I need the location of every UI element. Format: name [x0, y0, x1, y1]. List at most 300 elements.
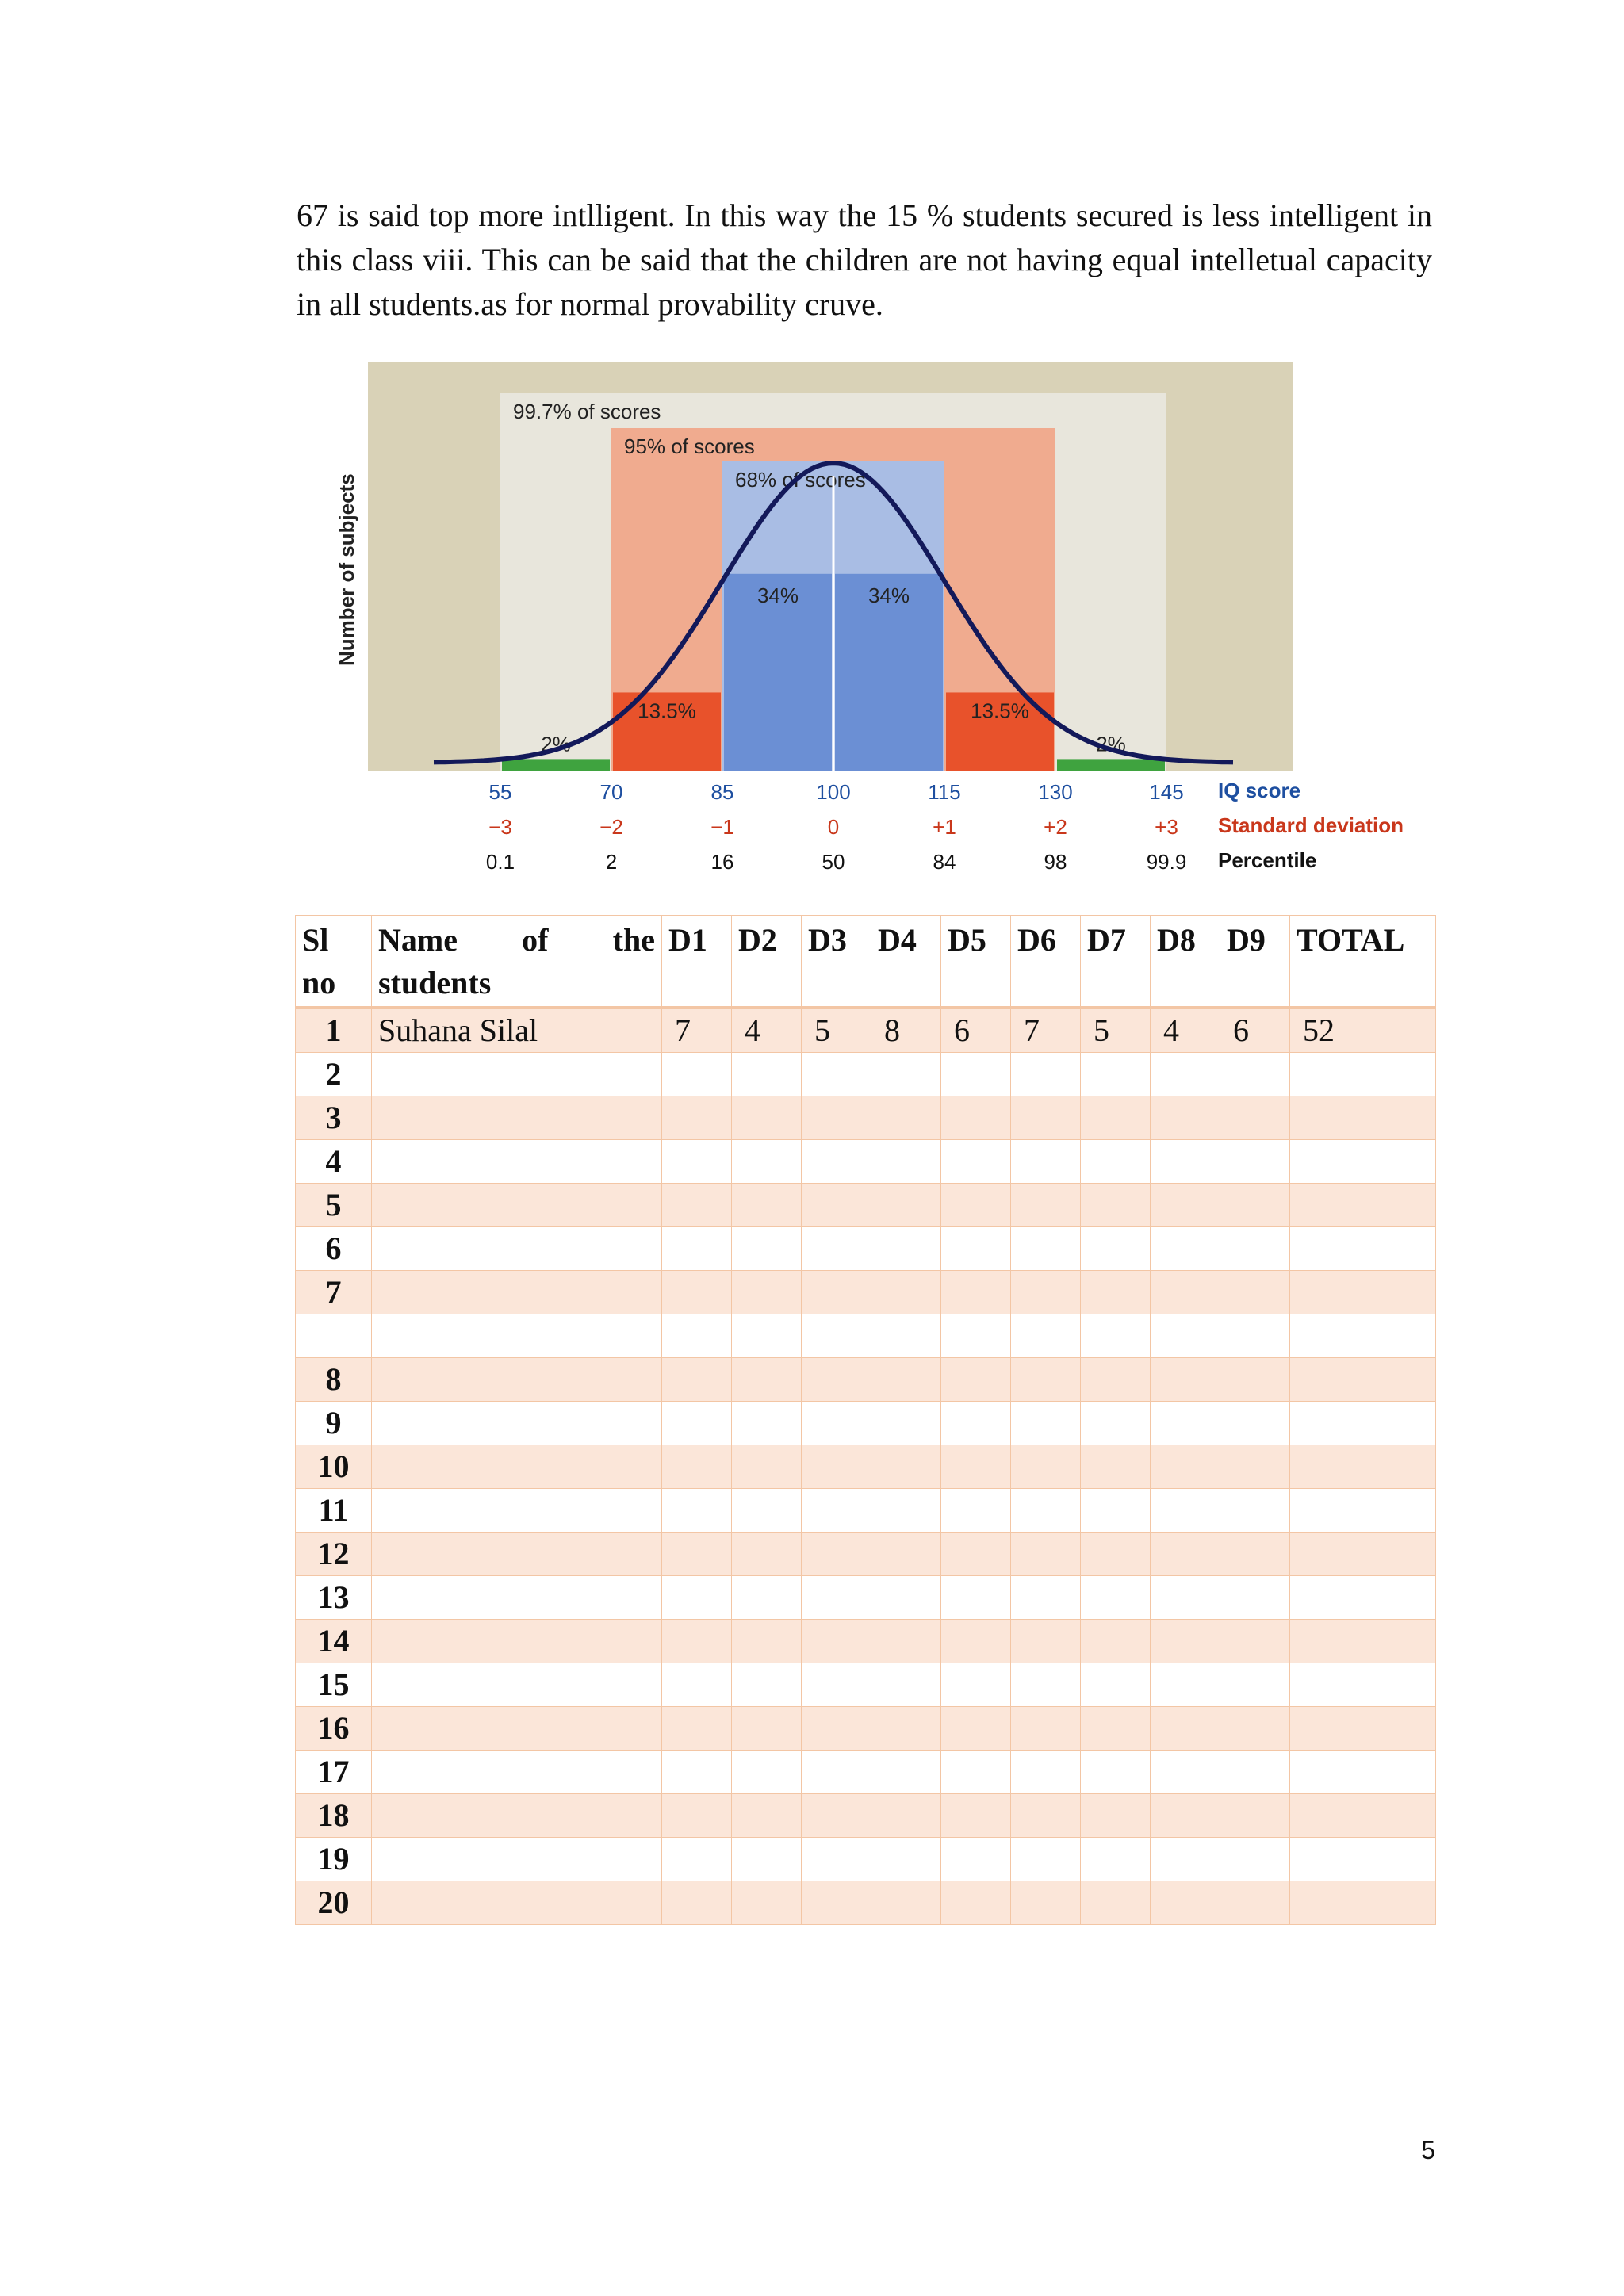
cell-score-d9	[1220, 1445, 1290, 1489]
cell-score-d5	[941, 1838, 1011, 1881]
table-row	[296, 1445, 1436, 1489]
cell-slno: 20	[296, 1881, 372, 1925]
table-row	[296, 1140, 1436, 1184]
cell-score-d4	[871, 1402, 941, 1445]
cell-score-d6	[1011, 1620, 1081, 1663]
cell-total	[1290, 1838, 1436, 1881]
axis-row-name: Percentile	[1218, 848, 1317, 872]
cell-score-d6: 7	[1011, 1008, 1081, 1053]
table-row	[296, 1008, 1436, 1053]
cell-slno: 10	[296, 1445, 372, 1489]
cell-score-d8	[1151, 1707, 1220, 1751]
cell-score-d6	[1011, 1533, 1081, 1576]
table-row	[296, 1533, 1436, 1576]
tick-label: 16	[710, 850, 734, 874]
header-col-d2: D2	[732, 916, 802, 1008]
cell-total	[1290, 1271, 1436, 1314]
cell-score-d4	[871, 1358, 941, 1402]
cell-score-d3	[802, 1533, 871, 1576]
cell-score-d6	[1011, 1489, 1081, 1533]
cell-score-d9	[1220, 1053, 1290, 1096]
tick-label: 100	[816, 780, 851, 804]
cell-score-d9	[1220, 1751, 1290, 1794]
cell-score-d4	[871, 1620, 941, 1663]
cell-score-d5	[941, 1576, 1011, 1620]
tick-label: −3	[488, 815, 512, 839]
cell-score-d6	[1011, 1227, 1081, 1271]
cell-slno: 14	[296, 1620, 372, 1663]
cell-score-d3	[802, 1794, 871, 1838]
normal-curve-figure	[331, 349, 1426, 888]
tick-label: +1	[933, 815, 956, 839]
page-number: 5	[1421, 2136, 1435, 2164]
cell-total: 52	[1290, 1008, 1436, 1053]
cell-score-d5	[941, 1227, 1011, 1271]
tick-label: 0	[827, 815, 840, 839]
axis-row-name: Standard deviation	[1218, 813, 1404, 837]
cell-total	[1290, 1053, 1436, 1096]
cell-score-d3	[802, 1227, 871, 1271]
cell-score-d9	[1220, 1533, 1290, 1576]
cell-score-d3	[802, 1358, 871, 1402]
cell-score-d7	[1081, 1533, 1151, 1576]
body-paragraph: 67 is said top more intlligent. In this way the 15 % students secured is less intelligent in this class viii. This can be said that the children are not having equal intelletual capacity in all students.as for normal provability cruve.	[297, 197, 1432, 322]
table-row	[296, 1227, 1436, 1271]
region-label: 95% of scores	[624, 434, 755, 458]
cell-total	[1290, 1445, 1436, 1489]
cell-score-d6	[1011, 1184, 1081, 1227]
cell-score-d3	[802, 1314, 871, 1358]
table-row	[296, 1402, 1436, 1445]
tick-label: 55	[488, 780, 512, 804]
cell-score-d5	[941, 1140, 1011, 1184]
cell-total	[1290, 1227, 1436, 1271]
tick-label: +3	[1155, 815, 1178, 839]
cell-student-name	[372, 1402, 662, 1445]
header-col-d4: D4	[871, 916, 941, 1008]
cell-score-d4	[871, 1881, 941, 1925]
cell-score-d1	[662, 1794, 732, 1838]
table-row	[296, 1489, 1436, 1533]
cell-score-d6	[1011, 1838, 1081, 1881]
cell-slno: 6	[296, 1227, 372, 1271]
cell-score-d3	[802, 1751, 871, 1794]
cell-score-d1	[662, 1271, 732, 1314]
cell-score-d8	[1151, 1314, 1220, 1358]
cell-score-d7: 5	[1081, 1008, 1151, 1053]
cell-score-d7	[1081, 1751, 1151, 1794]
cell-score-d2	[732, 1489, 802, 1533]
cell-score-d3	[802, 1663, 871, 1707]
cell-score-d3	[802, 1489, 871, 1533]
cell-score-d3	[802, 1881, 871, 1925]
cell-total	[1290, 1576, 1436, 1620]
cell-score-d5: 6	[941, 1008, 1011, 1053]
tick-label: 84	[933, 850, 956, 874]
header-col-d5: D5	[941, 916, 1011, 1008]
cell-score-d1	[662, 1358, 732, 1402]
cell-score-d1	[662, 1314, 732, 1358]
header-name-word: of	[522, 922, 549, 958]
cell-score-d1	[662, 1227, 732, 1271]
cell-score-d3	[802, 1140, 871, 1184]
cell-score-d4	[871, 1838, 941, 1881]
cell-score-d8	[1151, 1794, 1220, 1838]
cell-student-name	[372, 1794, 662, 1838]
cell-score-d4	[871, 1751, 941, 1794]
cell-score-d7	[1081, 1227, 1151, 1271]
cell-score-d2	[732, 1358, 802, 1402]
cell-score-d2: 4	[732, 1008, 802, 1053]
cell-score-d1	[662, 1838, 732, 1881]
cell-student-name	[372, 1489, 662, 1533]
table-row	[296, 1794, 1436, 1838]
cell-total	[1290, 1184, 1436, 1227]
tick-label: 99.9	[1146, 850, 1187, 874]
cell-score-d5	[941, 1271, 1011, 1314]
cell-score-d9	[1220, 1227, 1290, 1271]
bar-label: 2%	[541, 732, 571, 756]
cell-score-d4	[871, 1663, 941, 1707]
cell-score-d7	[1081, 1707, 1151, 1751]
cell-score-d6	[1011, 1358, 1081, 1402]
cell-total	[1290, 1751, 1436, 1794]
tick-label: 98	[1044, 850, 1067, 874]
cell-score-d2	[732, 1314, 802, 1358]
tick-label: 50	[822, 850, 845, 874]
axis-row-name: IQ score	[1218, 779, 1301, 802]
cell-total	[1290, 1663, 1436, 1707]
cell-score-d5	[941, 1794, 1011, 1838]
cell-slno: 11	[296, 1489, 372, 1533]
cell-score-d9	[1220, 1140, 1290, 1184]
cell-slno: 2	[296, 1053, 372, 1096]
cell-score-d5	[941, 1096, 1011, 1140]
header-name-word: the	[612, 922, 655, 958]
cell-score-d8	[1151, 1227, 1220, 1271]
cell-score-d6	[1011, 1881, 1081, 1925]
cell-score-d8	[1151, 1184, 1220, 1227]
header-total: TOTAL	[1290, 916, 1436, 1008]
table-row	[296, 1838, 1436, 1881]
cell-student-name	[372, 1838, 662, 1881]
tick-label: 115	[928, 780, 961, 804]
cell-total	[1290, 1140, 1436, 1184]
cell-student-name	[372, 1184, 662, 1227]
cell-score-d9	[1220, 1707, 1290, 1751]
cell-slno: 4	[296, 1140, 372, 1184]
cell-student-name	[372, 1620, 662, 1663]
tick-label: +2	[1044, 815, 1067, 839]
cell-score-d4	[871, 1314, 941, 1358]
cell-score-d5	[941, 1445, 1011, 1489]
table-row	[296, 1271, 1436, 1314]
cell-student-name	[372, 1751, 662, 1794]
cell-student-name	[372, 1271, 662, 1314]
cell-score-d2	[732, 1271, 802, 1314]
header-name-line1	[378, 919, 655, 962]
cell-student-name	[372, 1445, 662, 1489]
cell-score-d2	[732, 1751, 802, 1794]
cell-score-d4	[871, 1096, 941, 1140]
cell-score-d9: 6	[1220, 1008, 1290, 1053]
tick-label: 70	[599, 780, 623, 804]
cell-score-d2	[732, 1096, 802, 1140]
cell-score-d1	[662, 1140, 732, 1184]
cell-slno: 7	[296, 1271, 372, 1314]
cell-slno: 1	[296, 1008, 372, 1053]
bar-6	[1057, 759, 1165, 771]
cell-slno: 3	[296, 1096, 372, 1140]
cell-score-d1	[662, 1533, 732, 1576]
cell-score-d3	[802, 1620, 871, 1663]
table-row	[296, 1358, 1436, 1402]
cell-total	[1290, 1881, 1436, 1925]
cell-score-d3	[802, 1402, 871, 1445]
cell-score-d1	[662, 1620, 732, 1663]
cell-score-d2	[732, 1663, 802, 1707]
cell-score-d8	[1151, 1576, 1220, 1620]
cell-score-d6	[1011, 1794, 1081, 1838]
cell-score-d7	[1081, 1881, 1151, 1925]
cell-score-d5	[941, 1620, 1011, 1663]
cell-score-d3	[802, 1184, 871, 1227]
tick-label: 2	[605, 850, 618, 874]
cell-score-d9	[1220, 1402, 1290, 1445]
cell-slno: 5	[296, 1184, 372, 1227]
cell-slno	[296, 1314, 372, 1358]
cell-student-name	[372, 1707, 662, 1751]
cell-score-d6	[1011, 1053, 1081, 1096]
cell-student-name	[372, 1053, 662, 1096]
table-row	[296, 1620, 1436, 1663]
tick-label: 0.1	[485, 850, 515, 874]
table-row	[296, 1314, 1436, 1358]
cell-score-d1	[662, 1707, 732, 1751]
y-axis-label: Number of subjects	[335, 473, 358, 666]
cell-score-d8	[1151, 1358, 1220, 1402]
header-col-d8: D8	[1151, 916, 1220, 1008]
cell-score-d9	[1220, 1794, 1290, 1838]
cell-total	[1290, 1096, 1436, 1140]
cell-score-d9	[1220, 1184, 1290, 1227]
cell-student-name	[372, 1881, 662, 1925]
region-label: 99.7% of scores	[513, 400, 661, 423]
cell-score-d7	[1081, 1663, 1151, 1707]
cell-score-d2	[732, 1053, 802, 1096]
cell-score-d4: 8	[871, 1008, 941, 1053]
cell-score-d5	[941, 1314, 1011, 1358]
header-slno	[296, 916, 372, 1008]
bar-label: 13.5%	[638, 698, 696, 723]
cell-score-d2	[732, 1576, 802, 1620]
cell-score-d2	[732, 1140, 802, 1184]
bar-label: 2%	[1096, 732, 1126, 756]
cell-score-d7	[1081, 1489, 1151, 1533]
tick-label: −2	[599, 815, 623, 839]
cell-score-d9	[1220, 1881, 1290, 1925]
cell-student-name	[372, 1533, 662, 1576]
header-col-d7: D7	[1081, 916, 1151, 1008]
cell-score-d6	[1011, 1096, 1081, 1140]
cell-score-d4	[871, 1576, 941, 1620]
cell-score-d2	[732, 1445, 802, 1489]
cell-slno: 17	[296, 1751, 372, 1794]
cell-score-d9	[1220, 1663, 1290, 1707]
cell-score-d1	[662, 1489, 732, 1533]
cell-student-name	[372, 1576, 662, 1620]
region-label: 68% of scores	[735, 468, 866, 492]
cell-score-d2	[732, 1533, 802, 1576]
cell-score-d8	[1151, 1402, 1220, 1445]
cell-score-d2	[732, 1838, 802, 1881]
cell-score-d5	[941, 1707, 1011, 1751]
cell-score-d1	[662, 1402, 732, 1445]
cell-score-d1	[662, 1184, 732, 1227]
header-col-d3: D3	[802, 916, 871, 1008]
cell-total	[1290, 1533, 1436, 1576]
cell-score-d4	[871, 1140, 941, 1184]
table-row	[296, 1881, 1436, 1925]
cell-score-d2	[732, 1794, 802, 1838]
table-row	[296, 1751, 1436, 1794]
tick-label: 130	[1038, 780, 1073, 804]
header-col-d9: D9	[1220, 916, 1290, 1008]
cell-total	[1290, 1620, 1436, 1663]
cell-score-d5	[941, 1751, 1011, 1794]
cell-slno: 9	[296, 1402, 372, 1445]
cell-score-d8	[1151, 1751, 1220, 1794]
table-row	[296, 1707, 1436, 1751]
cell-score-d4	[871, 1533, 941, 1576]
cell-score-d7	[1081, 1358, 1151, 1402]
cell-score-d8	[1151, 1271, 1220, 1314]
cell-score-d6	[1011, 1576, 1081, 1620]
table-row	[296, 1096, 1436, 1140]
cell-score-d7	[1081, 1838, 1151, 1881]
cell-student-name	[372, 1663, 662, 1707]
cell-score-d8	[1151, 1663, 1220, 1707]
cell-score-d1	[662, 1445, 732, 1489]
cell-slno: 16	[296, 1707, 372, 1751]
cell-score-d5	[941, 1533, 1011, 1576]
cell-score-d3	[802, 1838, 871, 1881]
cell-score-d8	[1151, 1053, 1220, 1096]
cell-score-d3	[802, 1096, 871, 1140]
header-col-d6: D6	[1011, 916, 1081, 1008]
cell-score-d7	[1081, 1184, 1151, 1227]
cell-student-name: Suhana Silal	[372, 1008, 662, 1053]
cell-score-d5	[941, 1402, 1011, 1445]
cell-score-d2	[732, 1227, 802, 1271]
cell-score-d1: 7	[662, 1008, 732, 1053]
cell-slno: 18	[296, 1794, 372, 1838]
cell-score-d6	[1011, 1314, 1081, 1358]
cell-score-d4	[871, 1271, 941, 1314]
cell-score-d2	[732, 1707, 802, 1751]
cell-score-d1	[662, 1663, 732, 1707]
cell-score-d9	[1220, 1620, 1290, 1663]
tick-label: −1	[710, 815, 734, 839]
cell-score-d7	[1081, 1402, 1151, 1445]
cell-score-d3	[802, 1271, 871, 1314]
table-row	[296, 1576, 1436, 1620]
cell-score-d6	[1011, 1271, 1081, 1314]
cell-score-d7	[1081, 1271, 1151, 1314]
cell-score-d1	[662, 1576, 732, 1620]
bar-label: 13.5%	[971, 698, 1029, 723]
cell-score-d5	[941, 1358, 1011, 1402]
cell-score-d9	[1220, 1576, 1290, 1620]
cell-score-d4	[871, 1445, 941, 1489]
cell-score-d6	[1011, 1707, 1081, 1751]
cell-score-d1	[662, 1053, 732, 1096]
header-name	[372, 916, 662, 1008]
table-row	[296, 1663, 1436, 1707]
cell-score-d2	[732, 1402, 802, 1445]
header-name-word: Name	[378, 922, 458, 958]
cell-slno: 19	[296, 1838, 372, 1881]
cell-slno: 13	[296, 1576, 372, 1620]
tick-label: 145	[1149, 780, 1184, 804]
cell-score-d6	[1011, 1402, 1081, 1445]
cell-student-name	[372, 1314, 662, 1358]
cell-score-d3: 5	[802, 1008, 871, 1053]
cell-total	[1290, 1402, 1436, 1445]
cell-score-d9	[1220, 1358, 1290, 1402]
header-slno-line: no	[302, 965, 336, 1001]
cell-score-d9	[1220, 1489, 1290, 1533]
cell-score-d7	[1081, 1053, 1151, 1096]
header-name-line2: students	[378, 965, 492, 1001]
cell-score-d7	[1081, 1576, 1151, 1620]
cell-score-d4	[871, 1184, 941, 1227]
cell-score-d4	[871, 1707, 941, 1751]
table-header-row	[296, 916, 1436, 1008]
cell-score-d5	[941, 1053, 1011, 1096]
cell-total	[1290, 1489, 1436, 1533]
cell-score-d1	[662, 1751, 732, 1794]
cell-score-d3	[802, 1445, 871, 1489]
cell-score-d8	[1151, 1489, 1220, 1533]
cell-score-d6	[1011, 1663, 1081, 1707]
cell-score-d8	[1151, 1838, 1220, 1881]
bar-label: 34%	[868, 583, 910, 607]
cell-score-d5	[941, 1184, 1011, 1227]
cell-slno: 12	[296, 1533, 372, 1576]
header-col-d1: D1	[662, 916, 732, 1008]
cell-score-d8	[1151, 1140, 1220, 1184]
cell-score-d7	[1081, 1314, 1151, 1358]
table-row	[296, 1184, 1436, 1227]
scores-table	[295, 915, 1436, 1925]
cell-score-d9	[1220, 1838, 1290, 1881]
cell-score-d7	[1081, 1794, 1151, 1838]
cell-score-d4	[871, 1794, 941, 1838]
tick-label: 85	[710, 780, 734, 804]
cell-score-d8	[1151, 1533, 1220, 1576]
cell-student-name	[372, 1358, 662, 1402]
cell-total	[1290, 1358, 1436, 1402]
cell-student-name	[372, 1227, 662, 1271]
cell-score-d2	[732, 1881, 802, 1925]
cell-score-d7	[1081, 1620, 1151, 1663]
cell-student-name	[372, 1096, 662, 1140]
cell-score-d6	[1011, 1140, 1081, 1184]
cell-score-d4	[871, 1489, 941, 1533]
cell-score-d8	[1151, 1881, 1220, 1925]
cell-score-d7	[1081, 1140, 1151, 1184]
